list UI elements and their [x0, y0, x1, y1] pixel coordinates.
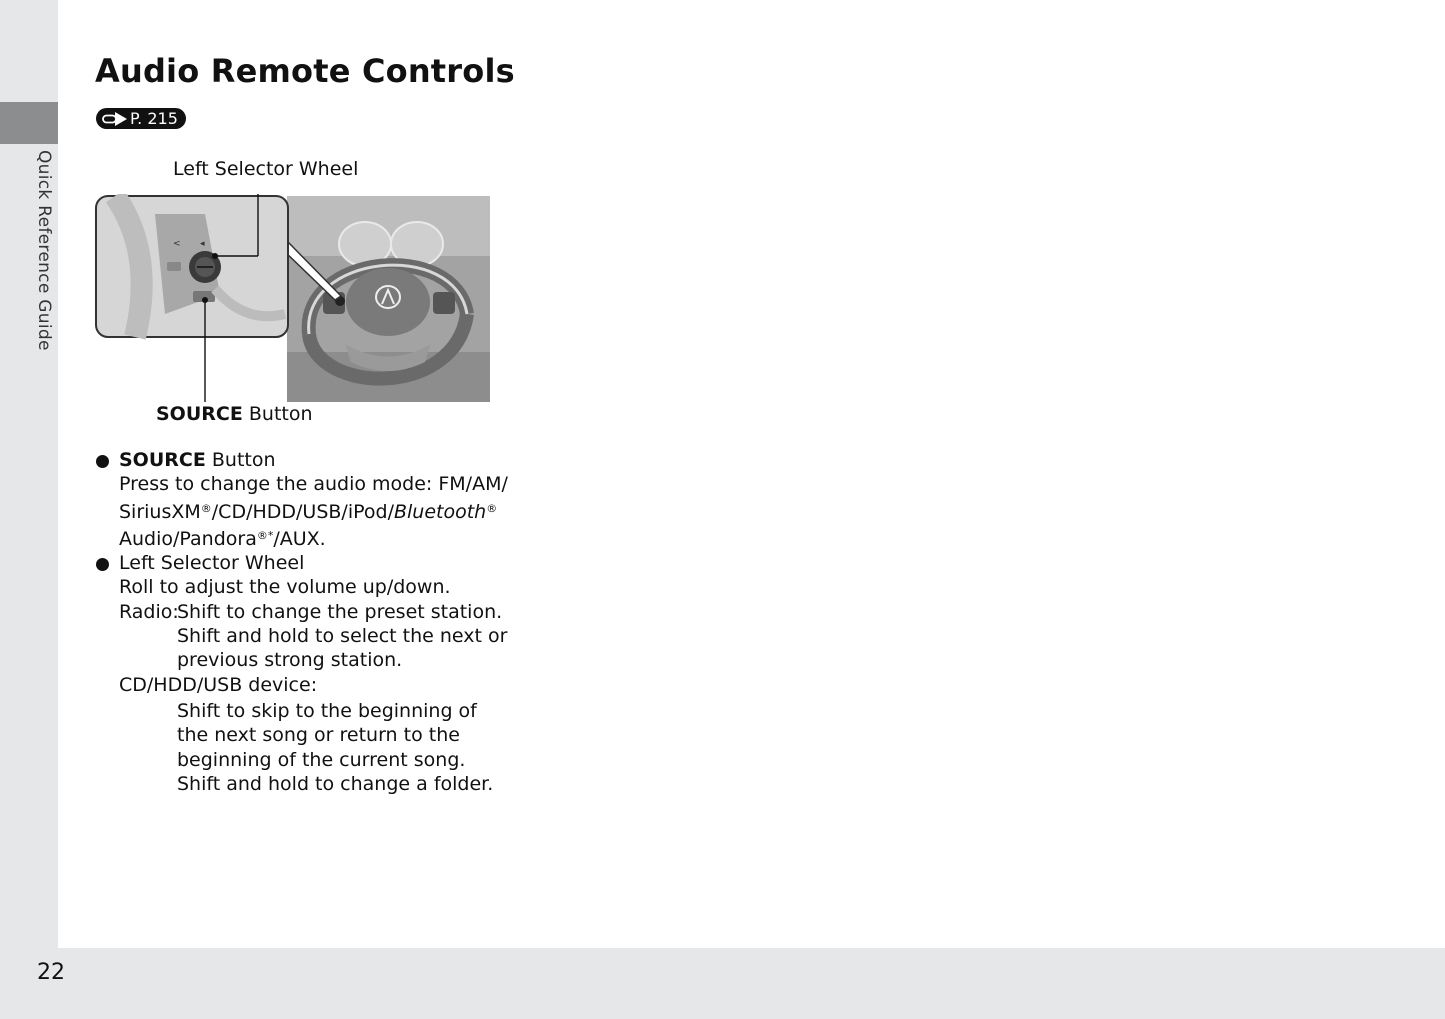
device-line-1: Shift to skip to the beginning of	[177, 699, 477, 722]
device-line-3: beginning of the current song.	[177, 748, 466, 771]
page-reference-text: P. 215	[130, 109, 178, 128]
footer-band	[58, 948, 1445, 1019]
section-tab[interactable]	[0, 102, 58, 144]
device-line-2: the next song or return to the	[177, 724, 460, 747]
selector-wheel-item	[95, 551, 515, 796]
source-button-title: SOURCE Button	[95, 448, 515, 472]
radio-line-2: Shift and hold to select the next or	[177, 625, 508, 648]
source-line-3: Audio/Pandora®*/AUX.	[119, 527, 326, 550]
source-button-label: SOURCE Button	[156, 403, 313, 425]
steering-wheel-photo	[287, 196, 490, 402]
page-title: Audio Remote Controls	[95, 52, 515, 90]
section-label: Quick Reference Guide	[34, 150, 54, 351]
svg-text:◂: ◂	[200, 239, 205, 249]
source-line-1: Press to change the audio mode: FM/AM/	[119, 473, 508, 496]
source-line-2: SiriusXM®/CD/HDD/USB/iPod/Bluetooth®	[119, 500, 498, 523]
source-button-item	[95, 448, 515, 551]
wheel-line-1: Roll to adjust the volume up/down.	[119, 576, 451, 599]
steering-wheel-illustration	[95, 194, 491, 404]
arrow-right-icon	[102, 112, 128, 126]
page-number: 22	[37, 960, 65, 985]
device-line-4: Shift and hold to change a folder.	[177, 772, 494, 795]
selector-wheel-title: Left Selector Wheel	[95, 551, 515, 575]
device-heading: CD/HDD/USB device:	[119, 673, 318, 696]
controls-description-list	[95, 448, 515, 796]
svg-text:<: <	[173, 239, 181, 249]
page-reference-link[interactable]	[96, 108, 186, 129]
left-selector-wheel-label: Left Selector Wheel	[173, 158, 359, 180]
radio-row: Radio: Shift to change the preset station.	[119, 600, 503, 623]
radio-line-3: previous strong station.	[177, 649, 403, 672]
selector-wheel-closeup	[96, 196, 288, 337]
